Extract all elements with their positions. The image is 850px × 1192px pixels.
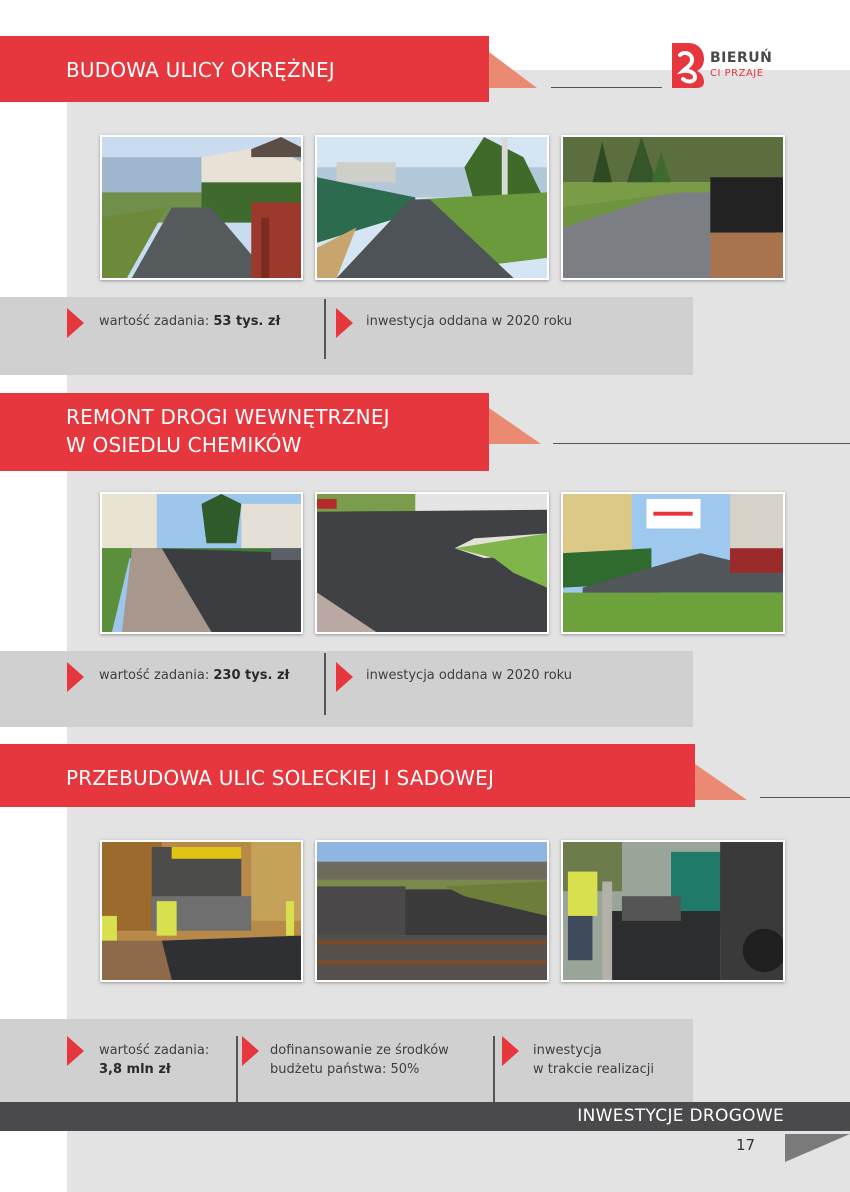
section-1-value-label: wartość zadania: [99, 314, 214, 329]
section-1-value-amount: 53 tys. zł [213, 314, 281, 329]
section-3-separator-2 [493, 1036, 495, 1104]
section-2-status-text: inwestycja oddana w 2020 roku [366, 668, 573, 683]
section-3-info-2-arrow-icon [242, 1036, 259, 1066]
section-2-info-1-arrow-icon [67, 662, 84, 692]
section-3-value-text [99, 1041, 209, 1079]
footer-category: INWESTYCJE DROGOWE [577, 1106, 784, 1126]
section-2-divider-line [553, 443, 850, 444]
section-1-separator [324, 299, 326, 359]
section-1-value-text [99, 312, 280, 331]
section-3-funding-line-1: dofinansowanie ze środków [270, 1043, 449, 1058]
section-3-status-text [533, 1041, 654, 1079]
section-3-title-band [0, 744, 695, 807]
section-1-status-text: inwestycja oddana w 2020 roku [366, 314, 573, 329]
logo-tagline: CI PRZAJE [710, 68, 764, 79]
photo-okrezna-3 [561, 135, 785, 280]
section-3-status-line-1: inwestycja [533, 1043, 602, 1058]
bierun-logo-icon [668, 41, 706, 89]
photo-okrezna-1 [100, 135, 303, 280]
section-3-status-line-2: w trakcie realizacji [533, 1062, 654, 1077]
section-2-value-amount: 230 tys. zł [213, 668, 290, 683]
photo-okrezna-2 [315, 135, 549, 280]
section-2-accent-triangle [489, 408, 541, 444]
footer-category-bar [0, 1102, 850, 1131]
section-3-accent-triangle [695, 764, 747, 800]
section-1-info-1-arrow-icon [67, 308, 84, 338]
photo-solecka-2 [315, 840, 549, 982]
section-1-accent-triangle [489, 52, 537, 88]
section-2-value-text [99, 666, 289, 685]
section-3-value-label: wartość zadania: [99, 1043, 210, 1058]
section-3-funding-line-2: budżetu państwa: 50% [270, 1062, 420, 1077]
photo-osiedle-1 [100, 492, 303, 634]
section-1-divider-line [551, 87, 662, 88]
section-3-value-amount: 3,8 mln zł [99, 1062, 171, 1077]
section-3-divider-line [760, 797, 850, 798]
logo [668, 41, 798, 89]
photo-solecka-1 [100, 840, 303, 982]
section-2-title-band [0, 393, 489, 471]
section-3-separator-1 [236, 1036, 238, 1104]
section-2-value-label: wartość zadania: [99, 668, 214, 683]
photo-osiedle-3 [561, 492, 785, 634]
section-2-separator [324, 653, 326, 715]
photo-osiedle-2 [315, 492, 549, 634]
footer-corner-triangle [785, 1134, 850, 1162]
section-3-funding-text [270, 1041, 449, 1079]
section-3-info-1-arrow-icon [67, 1036, 84, 1066]
page-number: 17 [736, 1136, 756, 1154]
section-1-title-band [0, 36, 489, 102]
section-2-title-line-1: REMONT DROGI WEWNĘTRZNEJ [66, 405, 390, 429]
section-3-title: PRZEBUDOWA ULIC SOLECKIEJ I SADOWEJ [66, 766, 495, 790]
section-1-title: BUDOWA ULICY OKRĘŻNEJ [66, 58, 335, 82]
section-3-info-3-arrow-icon [502, 1036, 519, 1066]
section-2-info-2-arrow-icon [336, 662, 353, 692]
section-1-info-2-arrow-icon [336, 308, 353, 338]
photo-solecka-3 [561, 840, 785, 982]
logo-name: BIERUŃ [710, 50, 773, 66]
section-2-title-line-2: W OSIEDLU CHEMIKÓW [66, 433, 302, 457]
